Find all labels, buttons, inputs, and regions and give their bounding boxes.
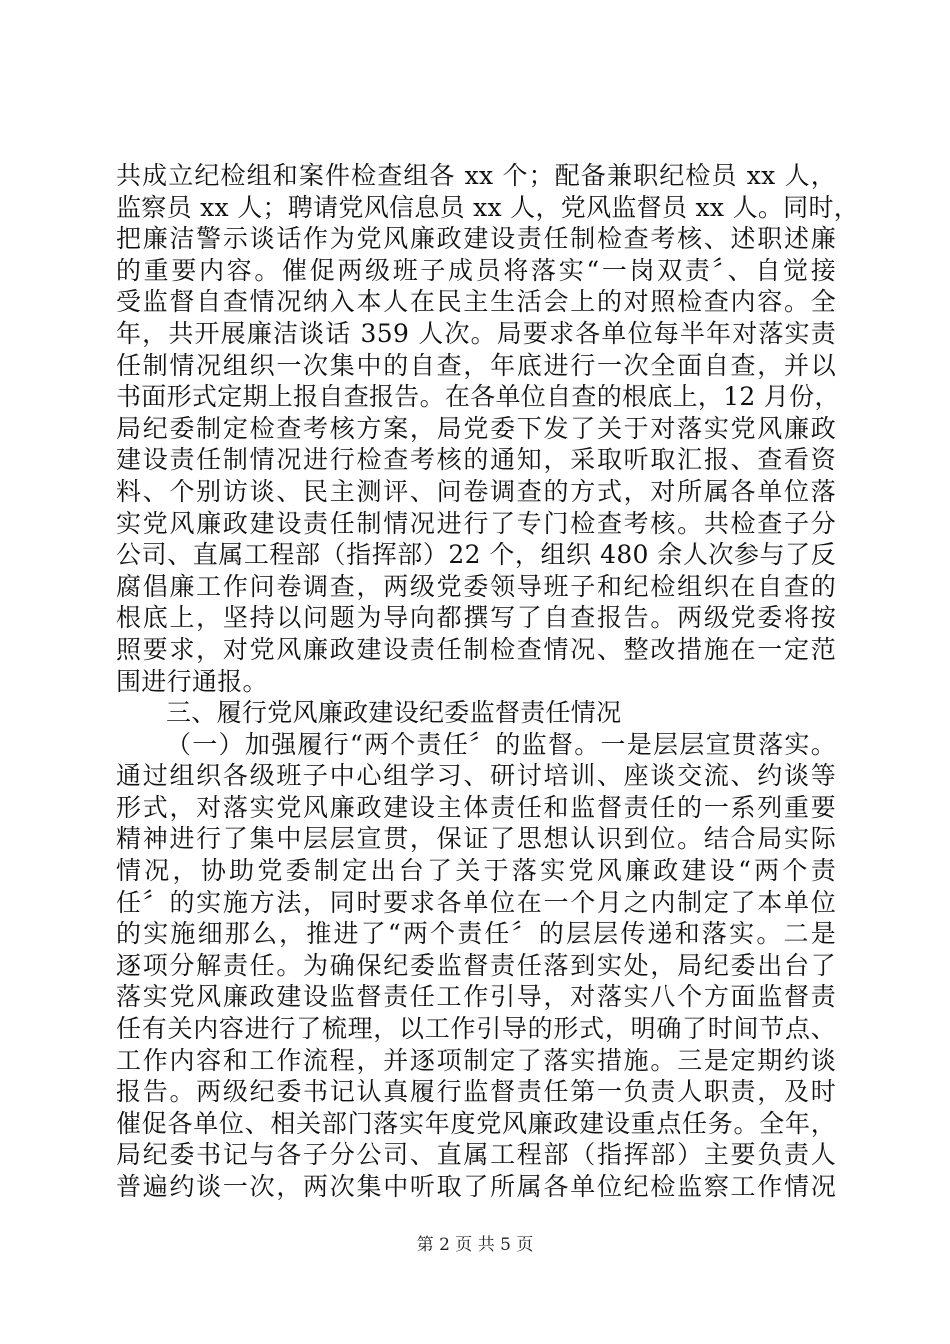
text-line: 书面形式定期上报自查报告。在各单位自查的根底上，12 月份， <box>116 382 840 412</box>
page-number-footer: 第 2 页 共 5 页 <box>416 1235 534 1255</box>
text-line: 料、个别访谈、民主测评、问卷调查的方式，对所属各单位落 <box>116 476 836 506</box>
text-line: 形式，对落实党风廉政建设主体责任和监督责任的一系列重要 <box>116 792 836 822</box>
text-line: 受监督自查情况纳入本人在民主生活会上的对照检查内容。全 <box>116 287 836 317</box>
text-line: 任有关内容进行了梳理，以工作引导的形式，明确了时间节点、 <box>116 1014 836 1044</box>
text-line: 的实施细那么，推进了“两个责任〞的层层传递和落实。二是 <box>116 919 836 949</box>
text-line: 建设责任制情况进行检查考核的通知，采取听取汇报、查看资 <box>116 445 836 475</box>
text-line: 精神进行了集中层层宣贯，保证了思想认识到位。结合局实际 <box>116 824 836 854</box>
text-line: 实党风廉政建设责任制情况进行了专门检查考核。共检查子分 <box>116 508 836 538</box>
text-line: （一）加强履行“两个责任〞的监督。一是层层宣贯落实。 <box>166 729 836 759</box>
text-line: 落实党风廉政建设监督责任工作引导，对落实八个方面监督责 <box>116 982 836 1012</box>
text-line: 的重要内容。催促两级班子成员将落实“一岗双责〞、自觉接 <box>116 255 836 285</box>
text-line: 年，共开展廉洁谈话 359 人次。局要求各单位每半年对落实责 <box>116 318 836 348</box>
section-heading: 三、履行党风廉政建设纪委监督责任情况 <box>166 698 622 728</box>
text-line: 任〞的实施方法，同时要求各单位在一个月之内制定了本单位 <box>116 887 836 917</box>
text-line: 围进行通报。 <box>116 666 268 696</box>
text-line: 根底上，坚持以问题为导向都撰写了自查报告。两级党委将按 <box>116 603 836 633</box>
text-line: 共成立纪检组和案件检查组各 xx 个；配备兼职纪检员 xx 人， <box>116 161 836 190</box>
text-line: 监察员 xx 人；聘请党风信息员 xx 人，党风监督员 xx 人。同时， <box>116 192 860 222</box>
text-line: 逐项分解责任。为确保纪委监督责任落到实处，局纪委出台了 <box>116 950 836 980</box>
text-line: 公司、直属工程部（指挥部）22 个，组织 480 余人次参与了反 <box>116 540 836 570</box>
text-line: 把廉洁警示谈话作为党风廉政建设责任制检查考核、述职述廉 <box>116 224 836 254</box>
document-body <box>116 160 860 1203</box>
text-line: 情况，协助党委制定出台了关于落实党风廉政建设“两个责 <box>116 856 836 886</box>
text-line: 照要求，对党风廉政建设责任制检查情况、整改措施在一定范 <box>116 634 836 664</box>
text-line: 腐倡廉工作问卷调查，两级党委领导班子和纪检组织在自查的 <box>116 571 836 601</box>
text-line: 局纪委制定检查考核方案，局党委下发了关于对落实党风廉政 <box>116 413 836 443</box>
text-line: 局纪委书记与各子分公司、直属工程部（指挥部）主要负责人 <box>116 1140 836 1170</box>
text-line: 催促各单位、相关部门落实年度党风廉政建设重点任务。全年， <box>116 1108 836 1138</box>
text-line: 工作内容和工作流程，并逐项制定了落实措施。三是定期约谈 <box>116 1045 836 1075</box>
text-line: 任制情况组织一次集中的自查，年底进行一次全面自查，并以 <box>116 350 836 380</box>
text-line: 通过组织各级班子中心组学习、研讨培训、座谈交流、约谈等 <box>116 761 836 791</box>
text-line: 报告。两级纪委书记认真履行监督责任第一负责人职责，及时 <box>116 1077 836 1107</box>
text-line: 普遍约谈一次，两次集中听取了所属各单位纪检监察工作情况 <box>116 1172 836 1201</box>
